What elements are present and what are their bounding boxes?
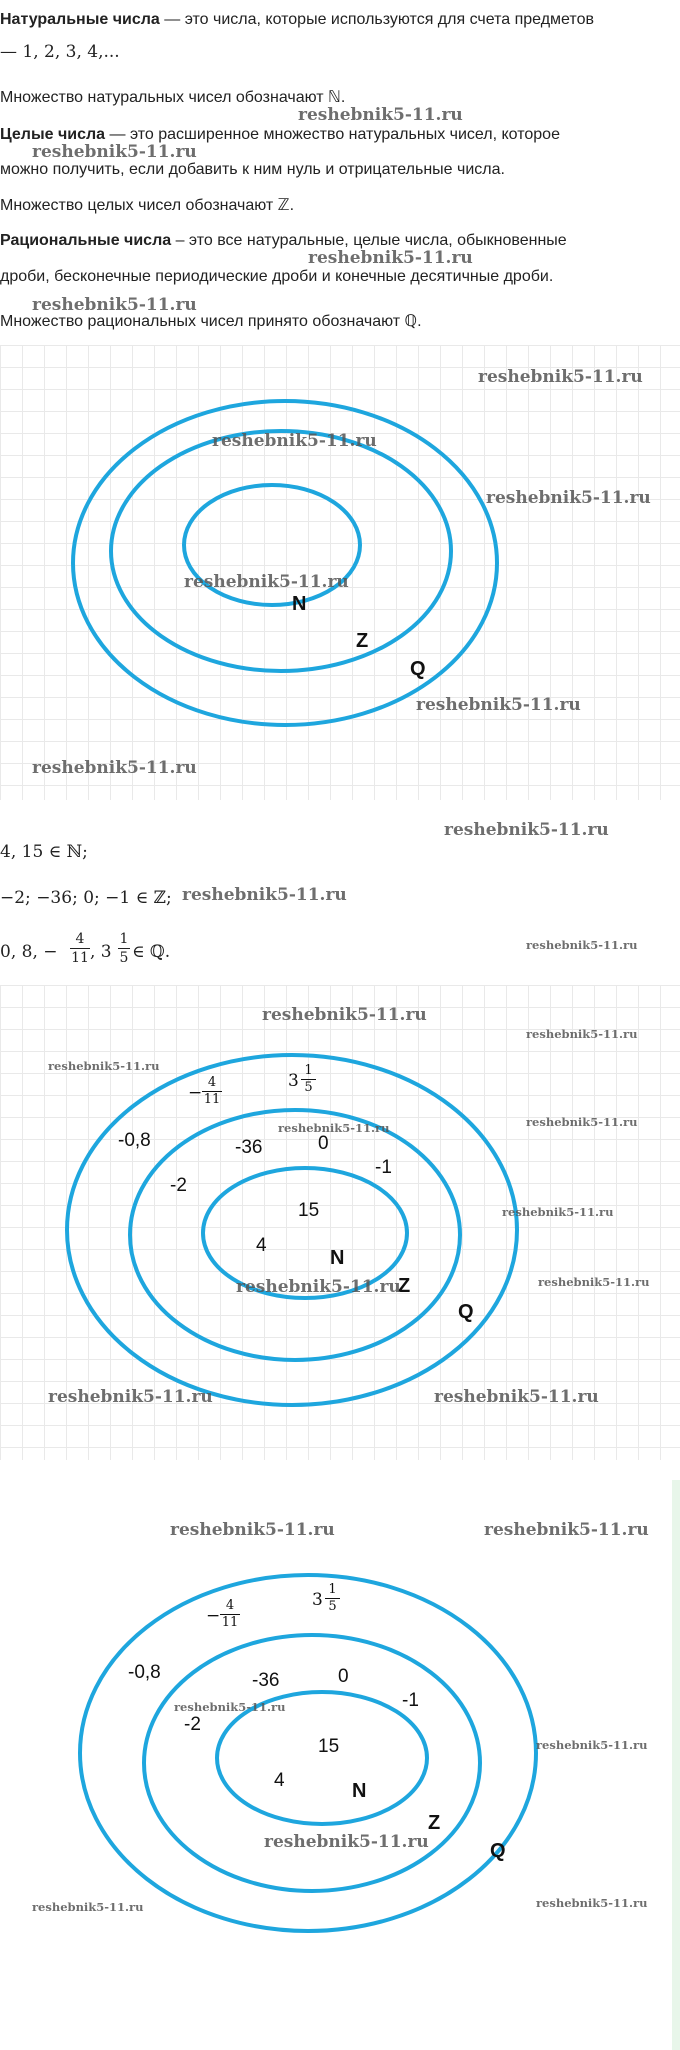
watermark: reshebnik5-11.ru: [536, 1738, 648, 1752]
watermark: reshebnik5-11.ru: [538, 1275, 650, 1289]
number-4: 4: [274, 1770, 285, 1791]
set-q-label: Q: [458, 1301, 474, 1323]
watermark: reshebnik5-11.ru: [526, 938, 638, 952]
watermark: reshebnik5-11.ru: [48, 1059, 160, 1073]
watermark: reshebnik5-11.ru: [32, 1900, 144, 1914]
natural-examples-membership: 4, 15 ∈ ℕ;: [0, 842, 88, 862]
set-n-label: N: [352, 1780, 367, 1802]
number-4: 4: [256, 1235, 267, 1256]
watermark: reshebnik5-11.ru: [478, 367, 643, 387]
watermark: reshebnik5-11.ru: [32, 142, 197, 162]
watermark: reshebnik5-11.ru: [264, 1832, 429, 1852]
fraction-denominator: 5: [304, 1080, 313, 1095]
set-q-label: Q: [490, 1840, 506, 1862]
fraction-whole: 3: [312, 1590, 323, 1610]
natural-set-notation: Множество натуральных чисел обозначают ℕ.: [0, 89, 346, 106]
watermark: reshebnik5-11.ru: [444, 820, 609, 840]
number-zero: 0: [318, 1133, 329, 1154]
venn-diagram-with-numbers: [0, 985, 680, 1460]
minus-sign: −: [188, 1083, 203, 1103]
rational-definition-line2: дроби, бесконечные периодические дроби и конечные десятичные дроби.: [0, 268, 554, 285]
set-z-label: Z: [356, 630, 369, 652]
watermark: reshebnik5-11.ru: [526, 1115, 638, 1129]
number-minus-1: -1: [402, 1690, 419, 1711]
watermark: reshebnik5-11.ru: [32, 758, 197, 778]
natural-term: Натуральные числа: [0, 11, 160, 28]
watermark: reshebnik5-11.ru: [32, 295, 197, 315]
watermark: reshebnik5-11.ru: [502, 1205, 614, 1219]
fraction-3-1-5: [288, 1063, 316, 1096]
integer-definition-line2: можно получить, если добавить к ним нуль и отрицательные числа.: [0, 161, 505, 178]
set-q-ellipse: [80, 1575, 536, 1931]
set-z-ellipse: [111, 431, 451, 671]
number-15: 15: [318, 1736, 340, 1757]
number-minus-36: -36: [235, 1137, 263, 1158]
watermark: reshebnik5-11.ru: [278, 1121, 390, 1135]
watermark: reshebnik5-11.ru: [170, 1520, 335, 1540]
inline-fraction-denominator: 11: [71, 950, 89, 966]
integer-term: Целые числа: [0, 126, 106, 143]
watermark: reshebnik5-11.ru: [416, 695, 581, 715]
watermark: reshebnik5-11.ru: [174, 1700, 286, 1714]
number-minus-2: -2: [170, 1175, 187, 1196]
set-z-ellipse: [144, 1635, 480, 1891]
watermark: reshebnik5-11.ru: [484, 1520, 649, 1540]
natural-definition: — это числа, которые используются для счета предметов: [159, 11, 594, 28]
watermark: reshebnik5-11.ru: [308, 248, 473, 268]
watermark: reshebnik5-11.ru: [182, 885, 347, 905]
rational-examples-prefix: 0, 8, −: [0, 942, 58, 962]
set-q-ellipse: [67, 1055, 517, 1405]
number-minus-36: -36: [252, 1670, 280, 1691]
rational-set-notation: Множество рациональных чисел принято обозначают ℚ.: [0, 313, 422, 330]
watermark: reshebnik5-11.ru: [262, 1005, 427, 1025]
set-n-label: N: [292, 593, 307, 615]
inline-fraction-1-5: [118, 930, 130, 967]
fraction-neg-4-11: [188, 1075, 222, 1108]
rational-term: Рациональные числа: [0, 232, 172, 249]
fraction-numerator: 4: [202, 1075, 222, 1092]
number-minus-0-8: -0,8: [128, 1662, 161, 1683]
inline-fraction-numerator: 1: [119, 931, 129, 947]
fraction-numerator: 1: [325, 1582, 340, 1599]
natural-examples: — 1, 2, 3, 4,...: [0, 42, 120, 62]
set-q-label: Q: [410, 658, 426, 680]
fraction-denominator: 5: [328, 1599, 337, 1614]
number-zero: 0: [338, 1666, 349, 1687]
rational-examples-membership: [0, 930, 676, 974]
fraction-numerator: 1: [301, 1063, 316, 1080]
watermark: reshebnik5-11.ru: [486, 488, 651, 508]
watermark: reshebnik5-11.ru: [536, 1896, 648, 1910]
watermark: reshebnik5-11.ru: [212, 431, 377, 451]
watermark: reshebnik5-11.ru: [298, 105, 463, 125]
fraction-denominator: 11: [221, 1615, 239, 1630]
fraction-denominator: 11: [203, 1092, 221, 1107]
set-z-ellipse: [130, 1110, 460, 1360]
fraction-numerator: 4: [220, 1598, 240, 1615]
set-n-label: N: [330, 1247, 345, 1269]
fraction-whole: 3: [288, 1071, 299, 1091]
watermark: reshebnik5-11.ru: [434, 1387, 599, 1407]
venn-diagram-with-numbers-2: [0, 1490, 668, 2045]
inline-fraction-denominator: 5: [119, 950, 129, 966]
inline-fraction-neg-4-11: [70, 930, 90, 967]
set-z-label: Z: [428, 1812, 441, 1834]
natural-definition-line1: [0, 10, 676, 30]
integer-definition: — это расширенное множество натуральных чисел, которое: [105, 126, 560, 143]
minus-sign: −: [206, 1606, 221, 1626]
rational-examples-mid: , 3: [90, 942, 112, 962]
number-minus-0-8: -0,8: [118, 1130, 151, 1151]
number-15: 15: [298, 1200, 320, 1221]
venn-ellipses: [0, 1490, 668, 2045]
watermark: reshebnik5-11.ru: [48, 1387, 213, 1407]
integer-set-notation: Множество целых чисел обозначают ℤ.: [0, 197, 295, 214]
set-z-label: Z: [398, 1275, 411, 1297]
watermark: reshebnik5-11.ru: [236, 1277, 401, 1297]
watermark: reshebnik5-11.ru: [184, 572, 349, 592]
number-minus-2: -2: [184, 1714, 201, 1735]
inline-fraction-numerator: 4: [70, 930, 90, 949]
venn-diagram-sets: [0, 345, 680, 800]
rational-definition: – это все натуральные, целые числа, обыкновенные: [171, 232, 567, 249]
fraction-3-1-5: [312, 1582, 340, 1615]
rational-examples-suffix: ∈ ℚ.: [132, 942, 171, 962]
side-strip: [672, 1480, 680, 2050]
watermark: reshebnik5-11.ru: [526, 1027, 638, 1041]
number-minus-1: -1: [375, 1157, 392, 1178]
integer-examples-membership: −2; −36; 0; −1 ∈ ℤ;: [0, 888, 172, 908]
fraction-neg-4-11: [206, 1598, 240, 1631]
